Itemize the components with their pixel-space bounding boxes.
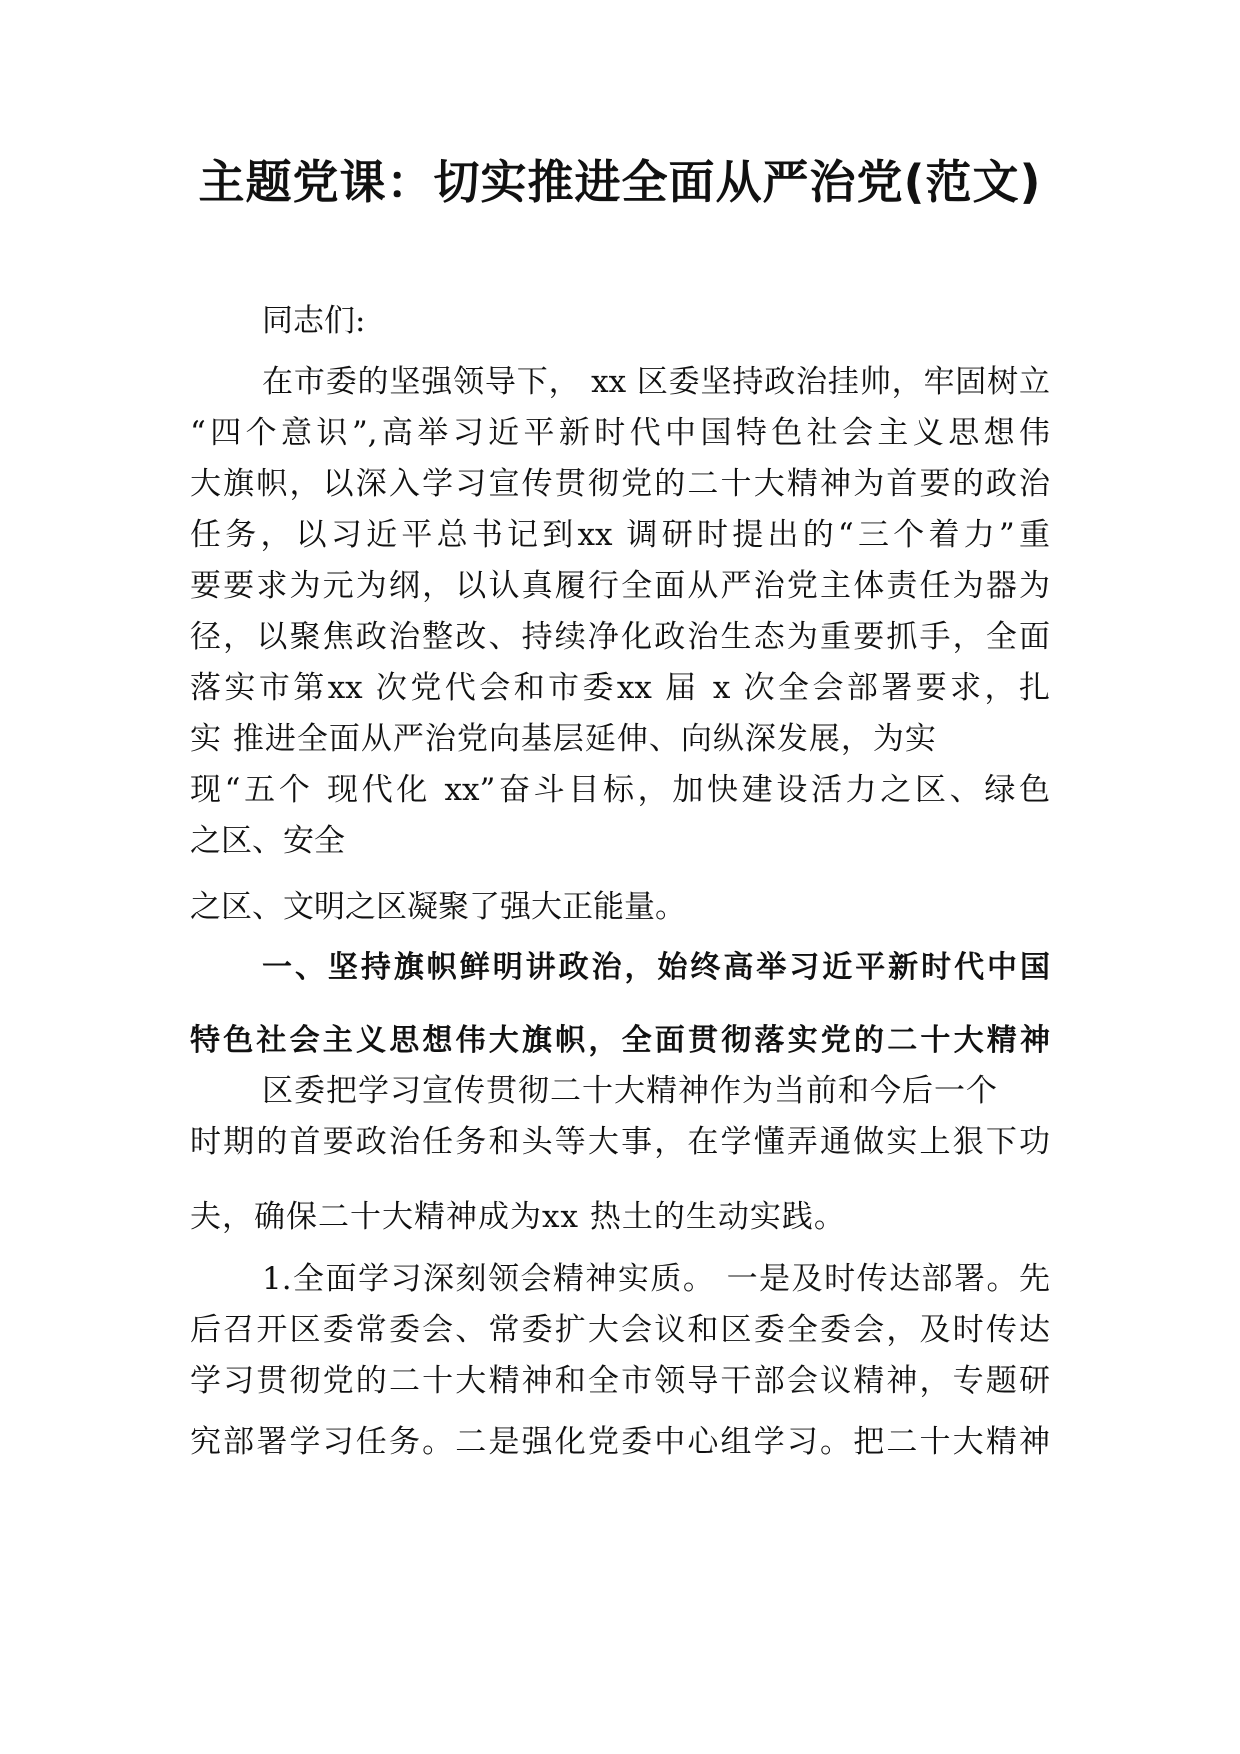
paragraph-line: 任务，以习近平总书记到xx 调研时提出的“三个着力”重 [190, 517, 1050, 553]
paragraph-line: 落实市第xx 次党代会和市委xx 届 x 次全会部署要求，扎 [190, 670, 1050, 706]
paragraph-line: 时期的首要政治任务和头等大事，在学懂弄通做实上狠下功 [190, 1124, 1050, 1160]
paragraph-line: 之区、安全 [190, 823, 345, 859]
paragraph-line: 要要求为元为纲，以认真履行全面从严治党主体责任为器为 [190, 568, 1050, 604]
paragraph-line: 大旗帜，以深入学习宣传贯彻党的二十大精神为首要的政治 [190, 466, 1050, 502]
paragraph-line: 夫，确保二十大精神成为xx 热土的生动实践。 [190, 1199, 846, 1235]
paragraph-line: 区委把学习宣传贯彻二十大精神作为当前和今后一个 [262, 1073, 998, 1109]
paragraph-line: 究部署学习任务。二是强化党委中心组学习。把二十大精神 [190, 1424, 1050, 1460]
section-heading: 特色社会主义思想伟大旗帜，全面贯彻落实党的二十大精神 [190, 1023, 1050, 1058]
paragraph-line: 之区、文明之区凝聚了强大正能量。 [190, 889, 686, 925]
paragraph-line: 径，以聚焦政治整改、持续净化政治生态为重要抓手，全面 [190, 619, 1050, 655]
paragraph-line: 在市委的坚强领导下， xx 区委坚持政治挂帅，牢固树立 [262, 364, 1050, 400]
paragraph-line: 实 推进全面从严治党向基层延伸、向纵深发展，为实 [190, 721, 937, 757]
paragraph-line: “四个意识”,高举习近平新时代中国特色社会主义思想伟 [190, 415, 1050, 451]
salutation: 同志们: [262, 303, 366, 339]
section-heading: 一、坚持旗帜鲜明讲政治，始终高举习近平新时代中国 [262, 950, 1050, 985]
paragraph-line: 学习贯彻党的二十大精神和全市领导干部会议精神，专题研 [190, 1363, 1050, 1399]
document-title: 主题党课：切实推进全面从严治党(范文) [198, 155, 1042, 209]
paragraph-line: 后召开区委常委会、常委扩大会议和区委全委会，及时传达 [190, 1312, 1050, 1348]
paragraph-line: 现“五个 现代化 xx”奋斗目标，加快建设活力之区、绿色 [190, 772, 1050, 808]
paragraph-line: 1.全面学习深刻领会精神实质。 一是及时传达部署。先 [262, 1261, 1050, 1297]
